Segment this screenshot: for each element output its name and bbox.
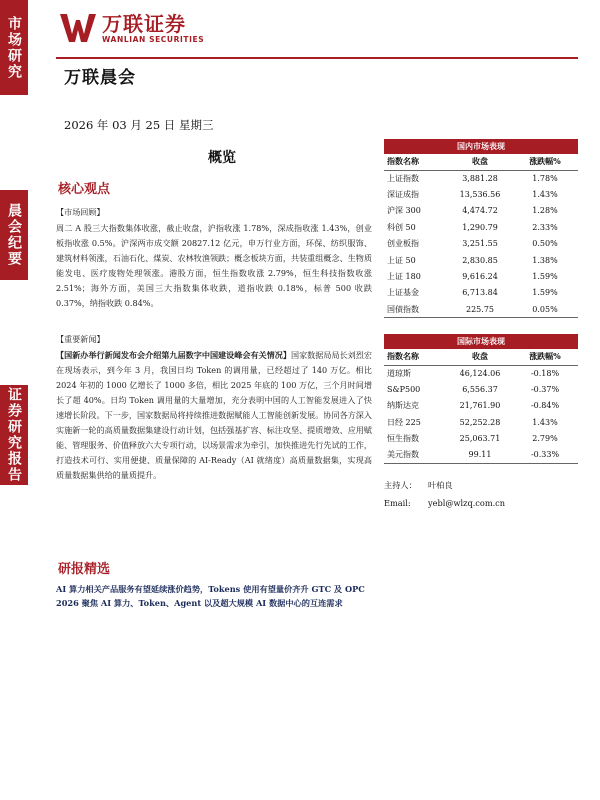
host-name: 叶柏良: [428, 480, 453, 490]
table-row: [384, 365, 578, 381]
email-label: Email:: [384, 498, 411, 508]
domestic-header-close: 收盘: [448, 154, 512, 170]
index-close: 25,063.71: [459, 434, 501, 444]
index-change: 1.78%: [532, 173, 558, 183]
report-date: 2026 年 03 月 25 日 星期三: [64, 118, 214, 132]
international-header-close: 收盘: [448, 349, 512, 365]
index-change: -0.37%: [530, 385, 560, 395]
market-review-heading: 【市场回顾】: [56, 207, 105, 217]
index-change: -0.18%: [530, 368, 560, 378]
index-close: 1,290.79: [462, 222, 498, 232]
host-line: [384, 480, 578, 491]
table-row: [384, 414, 578, 430]
band-tab-morning-briefing: 晨会纪要: [0, 190, 28, 280]
international-market-table: [384, 334, 578, 464]
index-close: 6,556.37: [462, 385, 498, 395]
index-close: 46,124.06: [459, 368, 501, 378]
document-title: 万联晨会: [64, 68, 136, 88]
news-text: [56, 348, 372, 483]
research-item: AI 算力相关产品服务有望延续涨价趋势，Tokens 使用有望量价齐升 GTC 及 OPC 2026 聚焦 AI 算力、Token、Agent 以及超大规模 AI 数据中心的互连需求: [56, 584, 365, 608]
index-change: 1.43%: [532, 190, 558, 200]
index-change: 1.59%: [532, 288, 558, 298]
index-close: 2,830.85: [462, 255, 498, 265]
index-name: 道琼斯: [387, 368, 411, 378]
table-row: [384, 381, 578, 397]
index-name: 纳斯达克: [387, 401, 419, 411]
news-body: 国家数据局局长刘烈宏在现场表示，到今年 3 月，我国日均 Token 的调用量，已经超过了 140 万亿。相比 2024 年初的 1000 亿增长了 1000 多倍，相比 2025 年底的 100 万亿，三个月时间增长了超 40%。日均 Token 调用量的大量增加，充分表明中国的人工智能发展进入了快速增长阶段。下一步，国家数据局将持续推进数据赋能人工智能创新发展。协同各方深入实施新一轮的高质量数据集建设行动计划，包括强基扩容、标注攻坚、提质增效、应用赋能、管理服务、价值释放六大专项行动，以场景需求为牵引，加快推进先行先试的工作，打造技术可行、实用便捷、质量保障的 AI-Ready（AI 就绪度）高质量数据集，实现高质量数据集供给的量质提升。: [56, 350, 372, 480]
table-row: [384, 252, 578, 268]
index-close: 13,536.56: [459, 190, 501, 200]
index-name: 创业板指: [387, 239, 419, 249]
table-row: [384, 203, 578, 219]
index-close: 99.11: [448, 447, 512, 463]
index-name: 上证 180: [387, 272, 421, 282]
index-name: 日经 225: [387, 417, 421, 427]
news-lead: 【国新办举行新闻发布会介绍第九届数字中国建设峰会有关情况】: [56, 350, 291, 360]
index-change: 1.28%: [532, 206, 558, 216]
index-close: 21,761.90: [459, 401, 501, 411]
international-header-change: 涨跌幅%: [512, 349, 578, 365]
header-divider: [56, 57, 578, 59]
table-row: [384, 219, 578, 235]
table-row: [384, 186, 578, 202]
host-label: 主持人：: [384, 480, 417, 490]
table-row: [384, 285, 578, 301]
table-row: [384, 236, 578, 252]
brand-name-cn: 万联证券: [102, 11, 186, 36]
index-name: 上证指数: [387, 173, 419, 183]
index-change: 1.59%: [532, 272, 558, 282]
table-row: [384, 398, 578, 414]
domestic-header-name: 指数名称: [384, 154, 448, 170]
index-name: 深证成指: [387, 190, 419, 200]
table-row: [384, 301, 578, 317]
index-name: 沪深 300: [387, 206, 421, 216]
index-change: 1.43%: [532, 417, 558, 427]
index-change: -0.84%: [530, 401, 560, 411]
brand-name-en: WANLIAN SECURITIES: [102, 34, 205, 44]
index-change: -0.33%: [512, 447, 578, 463]
table-row: [384, 268, 578, 284]
overview-title: 概览: [208, 150, 236, 166]
index-name: 美元指数: [384, 447, 448, 463]
index-close: 3,251.55: [462, 239, 498, 249]
research-title: 研报精选: [58, 562, 111, 577]
index-close: 3,881.28: [462, 173, 498, 183]
index-change: 2.33%: [532, 222, 558, 232]
email-line: [384, 498, 578, 508]
brand-logo: [60, 12, 204, 44]
international-table-caption: 国际市场表现: [384, 334, 578, 349]
news-heading: 【重要新闻】: [56, 334, 105, 344]
index-name: 国债指数: [384, 301, 448, 317]
index-close: 225.75: [448, 301, 512, 317]
index-name: S&P500: [387, 385, 421, 395]
market-review-text: 周二 A 股三大指数集体收涨，截止收盘，沪指收涨 1.78%，深成指收涨 1.43%，创业板指收涨 0.5%。沪深两市成交额 20827.12 亿元，申万行业方面，环保、纺织服饰、建筑材料领涨，石油石化、煤炭、农林牧渔领跌；概念板块方面，共装重组概念、生物质能发电、医疗废物处理领涨。港股方面，恒生指数收涨 2.79%，恒生科技指数收涨 2.51%；海外方面，美国三大指数集体收跌，道指收跌 0.18%，标普 500 收跌 0.37%，纳指收跌 0.84%。: [56, 223, 372, 308]
index-change: 2.79%: [532, 434, 558, 444]
table-row: [384, 170, 578, 186]
table-row: [384, 431, 578, 447]
index-name: 恒生指数: [387, 434, 419, 444]
band-tab-market-research: 市场研究: [0, 0, 28, 95]
table-row: [384, 447, 578, 463]
index-name: 上证基金: [387, 288, 419, 298]
index-change: 1.38%: [532, 255, 558, 265]
domestic-header-change: 涨跌幅%: [512, 154, 578, 170]
left-band: [0, 0, 28, 800]
wanlian-logo-icon: [60, 12, 96, 44]
index-name: 上证 50: [387, 255, 416, 265]
index-close: 4,474.72: [462, 206, 498, 216]
band-tab-research-report: 证券研究报告: [0, 385, 28, 485]
international-header-name: 指数名称: [384, 349, 448, 365]
key-points-title: 核心观点: [58, 182, 111, 197]
email-address[interactable]: yebl@wlzq.com.cn: [428, 498, 506, 508]
index-close: 9,616.24: [462, 272, 498, 282]
index-close: 6,713.84: [462, 288, 498, 298]
domestic-market-table: [384, 139, 578, 318]
index-change: 0.50%: [532, 239, 558, 249]
index-change: 0.05%: [512, 301, 578, 317]
domestic-table-caption: 国内市场表现: [384, 139, 578, 154]
index-name: 科创 50: [387, 222, 416, 232]
index-close: 52,252.28: [459, 417, 501, 427]
